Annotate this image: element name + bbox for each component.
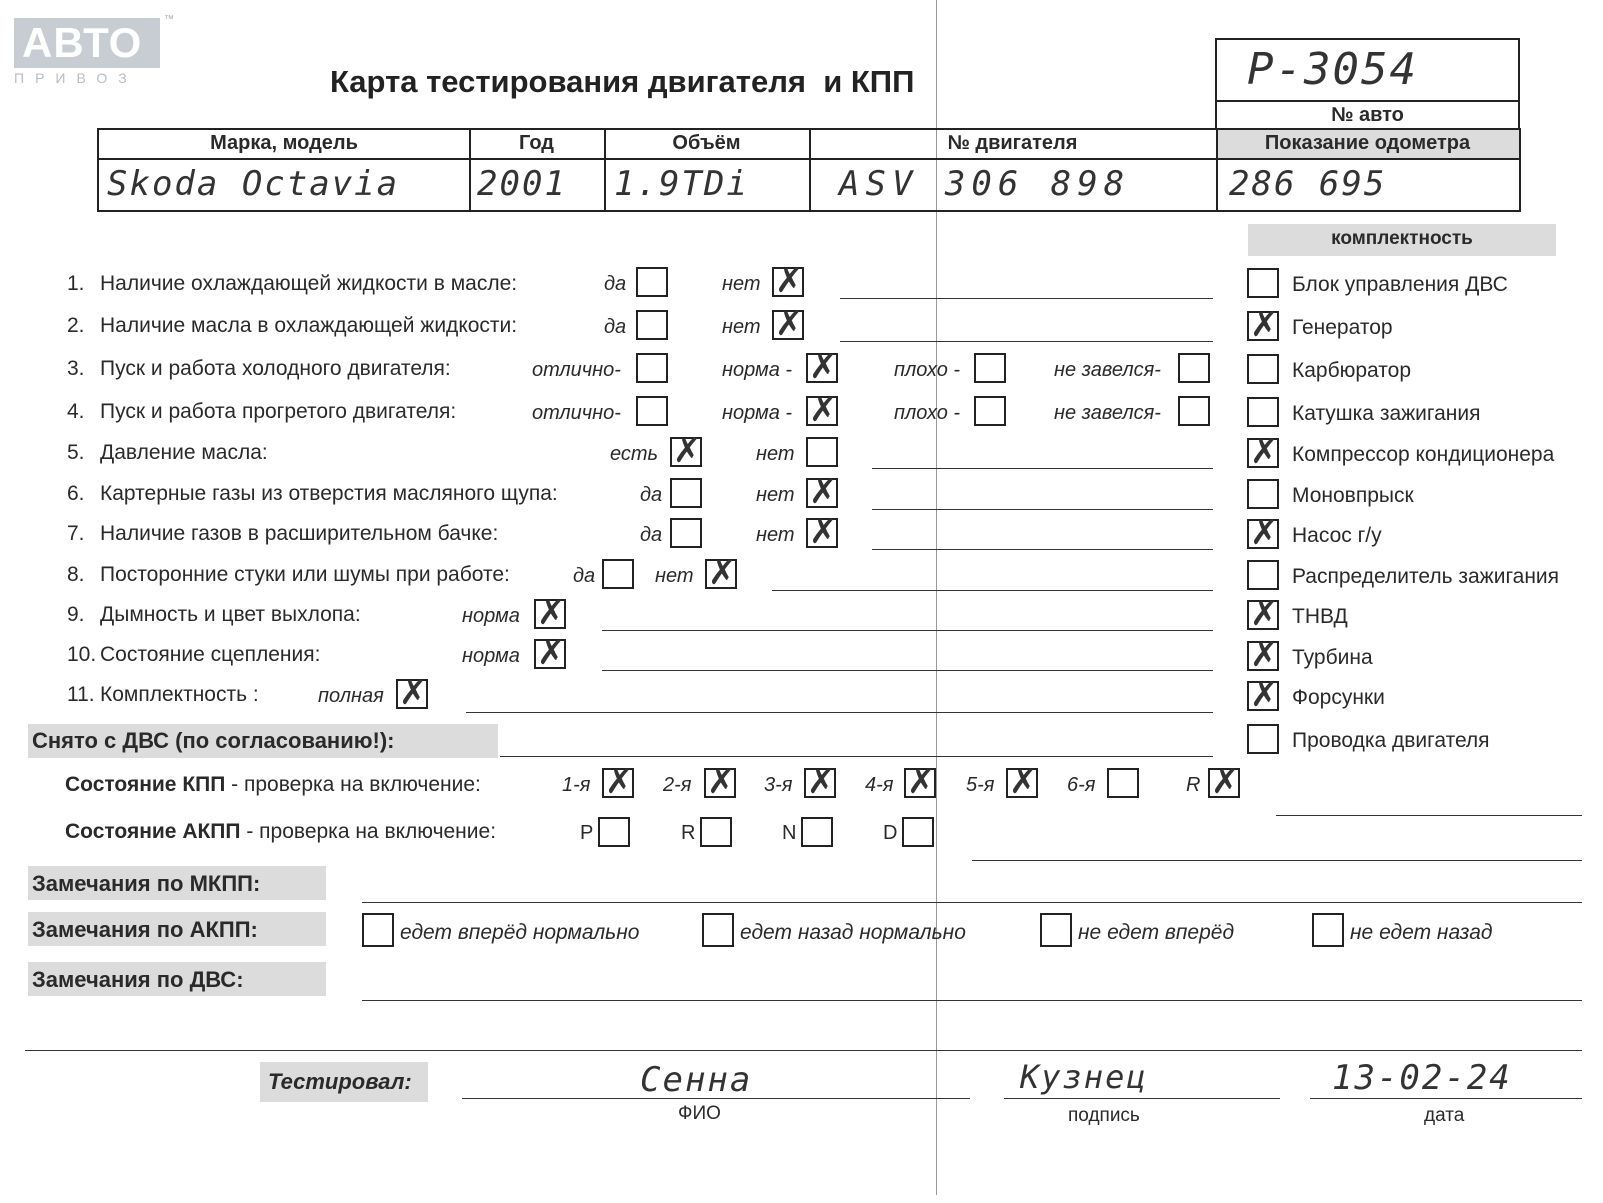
komp-item-7-checkbox[interactable]: [1247, 519, 1279, 549]
kpp-gear-6-checkbox[interactable]: [1107, 768, 1139, 798]
question-2: [67, 314, 517, 338]
q10-notes-line: [602, 670, 1213, 671]
akpp-gear-n-checkbox[interactable]: [801, 817, 833, 847]
year-value: 2001: [477, 164, 567, 204]
remarks-dvs-line-2: [25, 1050, 1582, 1051]
q5-est-label: есть: [610, 443, 659, 465]
q3-ploho-label: плохо -: [894, 359, 961, 381]
akpp-gear-r-label: R: [681, 822, 696, 844]
q1-da-label: да: [604, 273, 627, 295]
q6-da-label: да: [640, 484, 663, 506]
volume-value: 1.9TDi: [614, 164, 749, 204]
question-number: 8.: [67, 563, 85, 586]
kpp-label: [65, 773, 481, 797]
akpp-backward-ok-checkbox[interactable]: [702, 913, 734, 947]
question-text: Пуск и работа прогретого двигателя:: [100, 400, 457, 423]
q3-ploho-checkbox[interactable]: [974, 353, 1006, 383]
header-table: [97, 128, 1521, 212]
komp-item-9-checkbox[interactable]: [1247, 600, 1279, 630]
q6-net-label: нет: [756, 484, 795, 506]
question-text: Состояние сцепления:: [100, 643, 321, 666]
q4-otlichno-label: отлично-: [532, 402, 621, 424]
komp-item-4-checkbox[interactable]: [1247, 397, 1279, 427]
akpp-gear-d-label: D: [883, 822, 898, 844]
q6-notes-line: [872, 509, 1213, 510]
q6-net-checkbox[interactable]: [806, 478, 838, 508]
komp-item-7-label: Насос г/у: [1292, 524, 1382, 547]
question-number: 9.: [67, 603, 85, 626]
q2-net-label: нет: [722, 316, 761, 338]
kpp-label-bold: Состояние КПП: [65, 773, 226, 796]
question-number: 5.: [67, 441, 85, 464]
akpp-gear-d-checkbox[interactable]: [902, 817, 934, 847]
question-10: [67, 643, 320, 667]
logo-tm: ™: [164, 14, 174, 25]
fio-line: [462, 1098, 970, 1099]
question-number: 1.: [67, 272, 85, 295]
snyato-line: [500, 756, 1213, 757]
question-number: 6.: [67, 482, 85, 505]
akpp-forward-ok-label: едет вперёд нормально: [400, 921, 640, 944]
q7-net-checkbox[interactable]: [806, 518, 838, 548]
komp-item-10-label: Турбина: [1292, 646, 1373, 669]
q11-polnaya-label: полная: [318, 685, 384, 707]
page-title: Карта тестирования двигателя и КПП: [330, 64, 915, 99]
question-number: 11.: [67, 683, 95, 706]
q9-notes-line: [602, 630, 1213, 631]
engine-value: ASV 306 898: [839, 164, 1131, 204]
q2-net-checkbox[interactable]: [772, 310, 804, 340]
question-5: [67, 441, 268, 465]
q8-da-checkbox[interactable]: [602, 559, 634, 589]
q3-ne-zavelsya-checkbox[interactable]: [1178, 353, 1210, 383]
kpp-notes-line: [1276, 815, 1582, 816]
question-9: [67, 603, 361, 627]
komp-item-5-checkbox[interactable]: [1247, 438, 1279, 468]
akpp-label: [65, 820, 496, 844]
question-text: Давление масла:: [100, 441, 268, 464]
q4-norma-checkbox[interactable]: [806, 396, 838, 426]
q5-net-checkbox[interactable]: [806, 437, 838, 467]
komp-item-5-label: Компрессор кондиционера: [1292, 443, 1555, 466]
signature: Кузнец: [1020, 1058, 1148, 1096]
snyato-label: Снято с ДВС (по согласованию!):: [32, 728, 395, 753]
col-model-header: Марка, модель: [210, 132, 358, 154]
question-number: 4.: [67, 400, 85, 423]
date-line: [1310, 1098, 1582, 1099]
question-text: Комплектность :: [100, 683, 259, 706]
remarks-mkpp-label: Замечания по МКПП:: [32, 871, 261, 896]
komp-item-3-checkbox[interactable]: [1247, 354, 1279, 384]
komp-item-1-checkbox[interactable]: [1247, 268, 1279, 298]
q3-otlichno-label: отлично-: [532, 359, 621, 381]
model-value: Skoda Octavia: [107, 164, 400, 204]
akpp-no-backward-checkbox[interactable]: [1312, 913, 1344, 947]
q10-norma-checkbox[interactable]: [534, 639, 566, 669]
signature-label: подпись: [1068, 1105, 1140, 1126]
question-1: [67, 272, 517, 296]
question-6: [67, 482, 558, 506]
signature-line: [1004, 1098, 1280, 1099]
remarks-dvs-line: [362, 1000, 1582, 1001]
auto-number-value: P-3054: [1247, 44, 1418, 95]
q8-net-checkbox[interactable]: [705, 559, 737, 589]
auto-number-label: № авто: [1331, 104, 1404, 126]
akpp-no-forward-checkbox[interactable]: [1040, 913, 1072, 947]
komp-item-2-checkbox[interactable]: [1247, 311, 1279, 341]
q3-ne-zavelsya-label: не завелся-: [1054, 359, 1161, 381]
kpp-gear-1-checkbox[interactable]: [602, 768, 634, 798]
q3-otlichno-checkbox[interactable]: [636, 353, 668, 383]
q11-polnaya-checkbox[interactable]: [396, 679, 428, 709]
question-number: 10.: [67, 643, 97, 666]
remarks-dvs-label: Замечания по ДВС:: [32, 967, 244, 992]
q2-da-label: да: [604, 316, 627, 338]
auto-number-box: [1215, 38, 1520, 130]
komp-item-6-checkbox[interactable]: [1247, 479, 1279, 509]
q1-notes-line: [840, 298, 1213, 299]
fio-label: ФИО: [678, 1103, 721, 1124]
akpp-no-forward-label: не едет вперёд: [1078, 921, 1235, 944]
akpp-no-backward-label: не едет назад: [1350, 921, 1493, 944]
odometer-value: 286 695: [1229, 164, 1387, 204]
q7-net-label: нет: [756, 524, 795, 546]
kpp-gear-1-label: 1-я: [562, 774, 591, 796]
akpp-notes-line: [972, 860, 1582, 861]
kpp-gear-6-label: 6-я: [1067, 774, 1096, 796]
akpp-label-bold: Состояние АКПП: [65, 820, 241, 843]
question-7: [67, 522, 498, 546]
akpp-backward-ok-label: едет назад нормально: [740, 921, 966, 944]
q4-otlichno-checkbox[interactable]: [636, 396, 668, 426]
q11-notes-line: [466, 712, 1213, 713]
question-11: [67, 683, 259, 707]
q4-ne-zavelsya-label: не завелся-: [1054, 402, 1161, 424]
q5-notes-line: [872, 468, 1213, 469]
komp-item-10-checkbox[interactable]: [1247, 641, 1279, 671]
date-value: 13-02-24: [1332, 1058, 1512, 1098]
akpp-gear-n-label: N: [782, 822, 797, 844]
q3-norma-label: норма -: [722, 359, 793, 381]
kpp-gear-2-label: 2-я: [663, 774, 692, 796]
q9-norma-checkbox[interactable]: [534, 599, 566, 629]
q9-norma-label: норма: [462, 605, 520, 627]
question-text: Наличие масла в охлаждающей жидкости:: [100, 314, 518, 337]
q2-da-checkbox[interactable]: [636, 310, 668, 340]
col-odometer-header: Показание одометра: [1264, 132, 1471, 154]
q10-norma-label: норма: [462, 645, 520, 667]
remarks-akpp-label: Замечания по АКПП:: [32, 917, 258, 942]
q1-net-checkbox[interactable]: [772, 267, 804, 297]
q8-notes-line: [772, 590, 1213, 591]
akpp-gear-p-label: P: [580, 822, 594, 844]
q1-net-label: нет: [722, 273, 761, 295]
komplektnost-title: комплектность: [1331, 228, 1473, 249]
question-text: Картерные газы из отверстия масляного щупа:: [100, 482, 558, 505]
komp-item-2-label: Генератор: [1292, 316, 1393, 339]
question-number: 7.: [67, 522, 85, 545]
akpp-gear-r-checkbox[interactable]: [700, 817, 732, 847]
fio-value: Сенна: [640, 1060, 753, 1100]
komp-item-3-label: Карбюратор: [1292, 359, 1412, 382]
q4-ne-zavelsya-checkbox[interactable]: [1178, 396, 1210, 426]
komp-item-8-checkbox[interactable]: [1247, 560, 1279, 590]
logo-sub: ПРИВОЗ: [14, 70, 138, 86]
logo-main: АВТО: [14, 18, 160, 68]
kpp-gear-3-checkbox[interactable]: [804, 768, 836, 798]
komp-item-11-checkbox[interactable]: [1247, 681, 1279, 711]
question-8: [67, 563, 510, 587]
kpp-gear-4-checkbox[interactable]: [904, 768, 936, 798]
komp-item-12-checkbox[interactable]: [1247, 724, 1279, 754]
question-text: Наличие газов в расширительном бачке:: [100, 522, 499, 545]
col-year-header: Год: [519, 132, 554, 154]
komp-item-8-label: Распределитель зажигания: [1292, 565, 1560, 588]
kpp-gear-r-checkbox[interactable]: [1208, 768, 1240, 798]
q1-da-checkbox[interactable]: [636, 267, 668, 297]
tested-label: Тестировал:: [268, 1069, 412, 1094]
komp-item-9-label: ТНВД: [1292, 605, 1348, 628]
q5-est-checkbox[interactable]: [670, 437, 702, 467]
q2-notes-line: [840, 341, 1213, 342]
akpp-label-rest: - проверка на включение:: [240, 820, 497, 843]
akpp-gear-p-checkbox[interactable]: [598, 817, 630, 847]
q4-ploho-label: плохо -: [894, 402, 961, 424]
komp-item-12-label: Проводка двигателя: [1292, 729, 1490, 752]
col-engine-header: № двигателя: [947, 132, 1078, 154]
question-4: [67, 400, 456, 424]
q7-da-label: да: [640, 524, 663, 546]
question-text: Пуск и работа холодного двигателя:: [100, 357, 451, 380]
akpp-forward-ok-checkbox[interactable]: [362, 913, 394, 947]
komp-item-4-label: Катушка зажигания: [1292, 402, 1481, 425]
q3-norma-checkbox[interactable]: [806, 353, 838, 383]
q7-da-checkbox[interactable]: [670, 518, 702, 548]
q8-net-label: нет: [655, 565, 694, 587]
kpp-gear-3-label: 3-я: [764, 774, 793, 796]
col-volume-header: Объём: [672, 132, 741, 154]
date-label: дата: [1424, 1105, 1465, 1126]
question-number: 3.: [67, 357, 85, 380]
kpp-gear-5-checkbox[interactable]: [1006, 768, 1038, 798]
logo: [14, 14, 174, 86]
q7-notes-line: [872, 549, 1213, 550]
komp-item-6-label: Моновпрыск: [1292, 484, 1414, 507]
q5-net-label: нет: [756, 443, 795, 465]
kpp-gear-2-checkbox[interactable]: [704, 768, 736, 798]
question-text: Посторонние стуки или шумы при работе:: [100, 563, 510, 586]
q8-da-label: да: [573, 565, 596, 587]
question-number: 2.: [67, 314, 85, 337]
remarks-mkpp-line: [362, 902, 1582, 903]
q4-norma-label: норма -: [722, 402, 793, 424]
question-text: Дымность и цвет выхлопа:: [100, 603, 361, 626]
q6-da-checkbox[interactable]: [670, 478, 702, 508]
komp-item-1-label: Блок управления ДВС: [1292, 273, 1508, 296]
komp-item-11-label: Форсунки: [1292, 686, 1385, 709]
kpp-gear-4-label: 4-я: [865, 774, 894, 796]
q4-ploho-checkbox[interactable]: [974, 396, 1006, 426]
question-text: Наличие охлаждающей жидкости в масле:: [100, 272, 518, 295]
kpp-gear-5-label: 5-я: [966, 774, 995, 796]
kpp-gear-r-label: R: [1186, 774, 1201, 796]
question-3: [67, 357, 451, 381]
kpp-label-rest: - проверка на включение:: [225, 773, 481, 796]
